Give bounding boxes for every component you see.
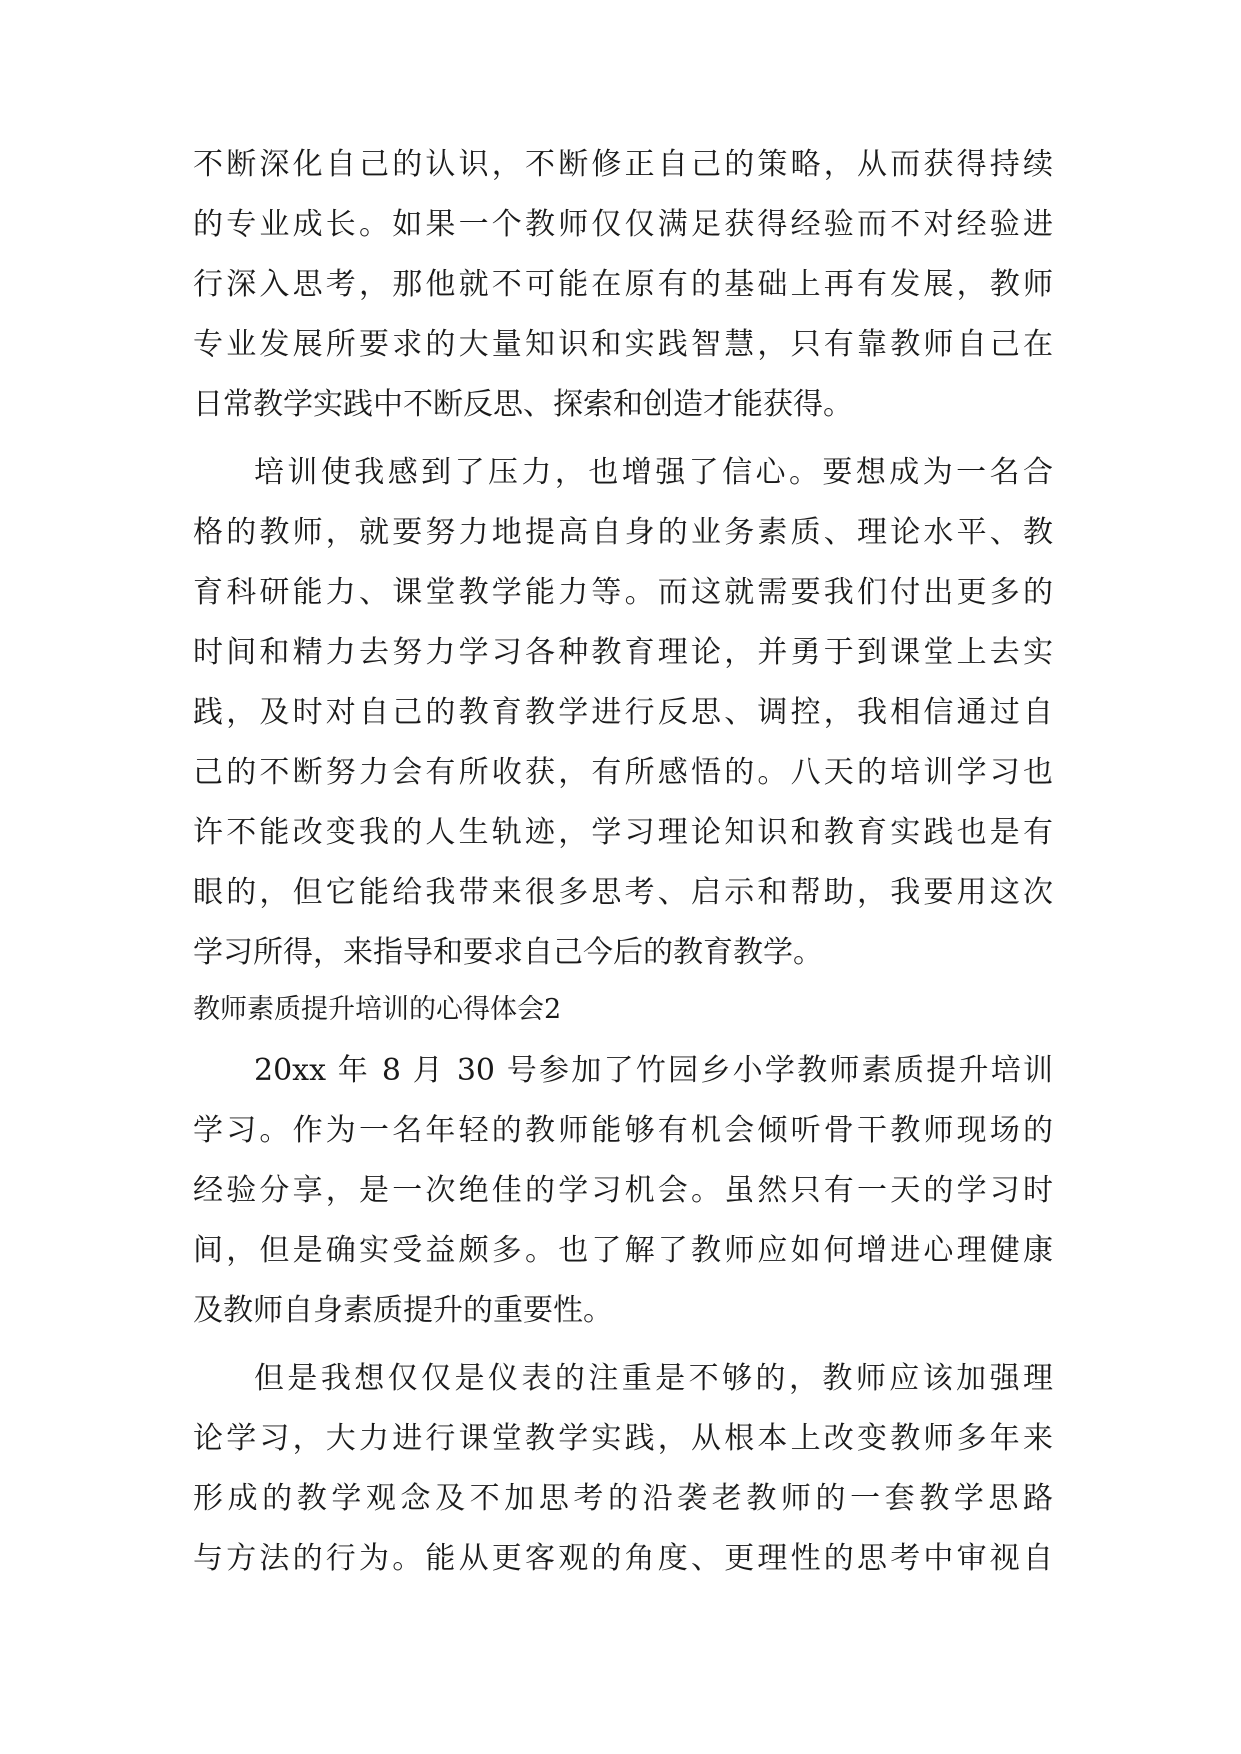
paragraph-2-line-5: 践，及时对自己的教育教学进行反思、调控，我相信通过自 — [193, 695, 1053, 730]
paragraph-2-line-1: 培训使我感到了压力，也增强了信心。要想成为一名合 — [254, 455, 1053, 490]
paragraph-3-line-5: 及教师自身素质提升的重要性。 — [193, 1293, 613, 1328]
paragraph-2-line-3: 育科研能力、课堂教学能力等。而这就需要我们付出更多的 — [193, 575, 1053, 610]
paragraph-4-line-2: 论学习，大力进行课堂教学实践，从根本上改变教师多年来 — [193, 1421, 1053, 1456]
paragraph-1-line-3: 行深入思考，那他就不可能在原有的基础上再有发展，教师 — [193, 267, 1053, 302]
paragraph-1-line-2: 的专业成长。如果一个教师仅仅满足获得经验而不对经验进 — [193, 207, 1053, 242]
paragraph-2-line-4: 时间和精力去努力学习各种教育理论，并勇于到课堂上去实 — [193, 635, 1053, 670]
paragraph-2-line-2: 格的教师，就要努力地提高自身的业务素质、理论水平、教 — [193, 515, 1053, 550]
section-heading: 教师素质提升培训的心得体会2 — [193, 994, 562, 1025]
paragraph-2-line-8: 眼的，但它能给我带来很多思考、启示和帮助，我要用这次 — [193, 875, 1053, 910]
paragraph-3-line-2: 学习。作为一名年轻的教师能够有机会倾听骨干教师现场的 — [193, 1113, 1053, 1148]
paragraph-2-line-9: 学习所得，来指导和要求自己今后的教育教学。 — [193, 935, 823, 970]
paragraph-1-line-4: 专业发展所要求的大量知识和实践智慧，只有靠教师自己在 — [193, 327, 1053, 362]
paragraph-4-line-3: 形成的教学观念及不加思考的沿袭老教师的一套教学思路 — [193, 1481, 1053, 1516]
paragraph-4-line-4: 与方法的行为。能从更客观的角度、更理性的思考中审视自 — [193, 1541, 1053, 1576]
paragraph-1-line-1: 不断深化自己的认识，不断修正自己的策略，从而获得持续 — [193, 147, 1053, 182]
paragraph-3-line-3: 经验分享，是一次绝佳的学习机会。虽然只有一天的学习时 — [193, 1173, 1053, 1208]
paragraph-2-line-7: 许不能改变我的人生轨迹，学习理论知识和教育实践也是有 — [193, 815, 1053, 850]
paragraph-2-line-6: 己的不断努力会有所收获，有所感悟的。八天的培训学习也 — [193, 755, 1053, 790]
paragraph-1-line-5: 日常教学实践中不断反思、探索和创造才能获得。 — [193, 387, 853, 422]
paragraph-4-line-1: 但是我想仅仅是仪表的注重是不够的，教师应该加强理 — [254, 1361, 1053, 1396]
paragraph-3-line-4: 间，但是确实受益颇多。也了解了教师应如何增进心理健康 — [193, 1233, 1053, 1268]
paragraph-3-line-1: 20xx 年 8 月 30 号参加了竹园乡小学教师素质提升培训 — [254, 1053, 1053, 1088]
